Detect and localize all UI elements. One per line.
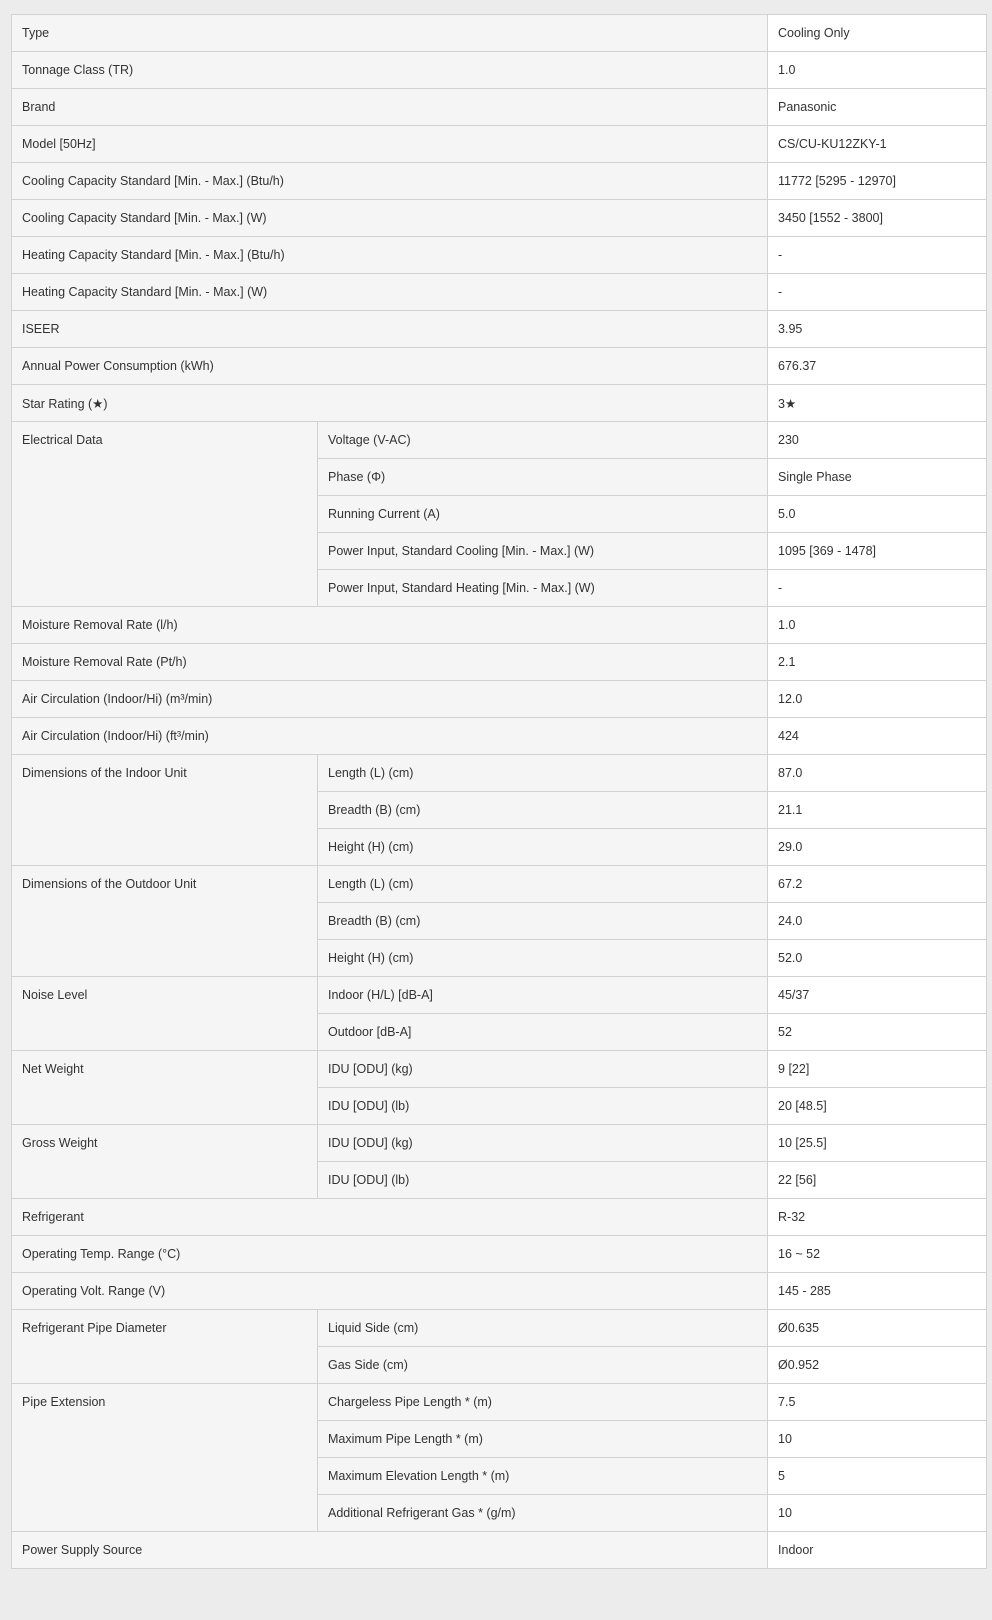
spec-sub-label: Gas Side (cm) xyxy=(318,1347,768,1384)
spec-value: 29.0 xyxy=(768,829,987,866)
spec-sub-label: Breadth (B) (cm) xyxy=(318,792,768,829)
spec-row xyxy=(12,607,987,644)
spec-row xyxy=(12,274,987,311)
spec-value: 45/37 xyxy=(768,977,987,1014)
spec-label: Air Circulation (Indoor/Hi) (m³/min) xyxy=(12,681,768,718)
spec-value: Indoor xyxy=(768,1532,987,1569)
spec-sub-label: Chargeless Pipe Length * (m) xyxy=(318,1384,768,1421)
spec-sub-label: Maximum Pipe Length * (m) xyxy=(318,1421,768,1458)
spec-label: Model [50Hz] xyxy=(12,126,768,163)
spec-label: Cooling Capacity Standard [Min. - Max.] (Btu/h) xyxy=(12,163,768,200)
spec-value: Cooling Only xyxy=(768,15,987,52)
spec-sub-label: Additional Refrigerant Gas * (g/m) xyxy=(318,1495,768,1532)
spec-value: 21.1 xyxy=(768,792,987,829)
spec-sub-label: Height (H) (cm) xyxy=(318,940,768,977)
spec-row xyxy=(12,644,987,681)
spec-group-label: Dimensions of the Outdoor Unit xyxy=(12,866,318,977)
spec-value: 16 ~ 52 xyxy=(768,1236,987,1273)
spec-value: 52 xyxy=(768,1014,987,1051)
spec-group-label: Electrical Data xyxy=(12,422,318,607)
spec-sub-label: Liquid Side (cm) xyxy=(318,1310,768,1347)
spec-value: 87.0 xyxy=(768,755,987,792)
spec-row xyxy=(12,89,987,126)
spec-value: 9 [22] xyxy=(768,1051,987,1088)
spec-value: 2.1 xyxy=(768,644,987,681)
spec-label: Operating Volt. Range (V) xyxy=(12,1273,768,1310)
spec-value: 1095 [369 - 1478] xyxy=(768,533,987,570)
spec-value: - xyxy=(768,274,987,311)
spec-sub-label: IDU [ODU] (kg) xyxy=(318,1125,768,1162)
spec-table-body xyxy=(12,15,987,1569)
spec-value: 11772 [5295 - 12970] xyxy=(768,163,987,200)
spec-sub-label: Power Input, Standard Cooling [Min. - Max.] (W) xyxy=(318,533,768,570)
spec-row xyxy=(12,348,987,385)
spec-row xyxy=(12,385,987,422)
spec-value: 3450 [1552 - 3800] xyxy=(768,200,987,237)
spec-label: Air Circulation (Indoor/Hi) (ft³/min) xyxy=(12,718,768,755)
spec-sub-label: Outdoor [dB-A] xyxy=(318,1014,768,1051)
spec-value: 67.2 xyxy=(768,866,987,903)
spec-sub-label: Height (H) (cm) xyxy=(318,829,768,866)
spec-value: 145 - 285 xyxy=(768,1273,987,1310)
spec-sub-label: Running Current (A) xyxy=(318,496,768,533)
spec-value: Ø0.635 xyxy=(768,1310,987,1347)
spec-row xyxy=(12,422,987,459)
spec-value: 3★ xyxy=(768,385,987,422)
spec-value: 10 xyxy=(768,1421,987,1458)
spec-sub-label: Power Input, Standard Heating [Min. - Max.] (W) xyxy=(318,570,768,607)
spec-row xyxy=(12,163,987,200)
spec-sub-label: Length (L) (cm) xyxy=(318,866,768,903)
spec-row xyxy=(12,1051,987,1088)
spec-sub-label: Length (L) (cm) xyxy=(318,755,768,792)
spec-row xyxy=(12,15,987,52)
spec-row xyxy=(12,1236,987,1273)
spec-row xyxy=(12,126,987,163)
spec-label: Cooling Capacity Standard [Min. - Max.] (W) xyxy=(12,200,768,237)
spec-row xyxy=(12,1273,987,1310)
spec-row xyxy=(12,311,987,348)
spec-sub-label: IDU [ODU] (kg) xyxy=(318,1051,768,1088)
spec-row xyxy=(12,866,987,903)
spec-value: 1.0 xyxy=(768,607,987,644)
spec-value: CS/CU-KU12ZKY-1 xyxy=(768,126,987,163)
spec-row xyxy=(12,1532,987,1569)
spec-label: Power Supply Source xyxy=(12,1532,768,1569)
spec-row xyxy=(12,681,987,718)
spec-value: - xyxy=(768,237,987,274)
spec-value: - xyxy=(768,570,987,607)
spec-label: ISEER xyxy=(12,311,768,348)
spec-value: 10 [25.5] xyxy=(768,1125,987,1162)
spec-sub-label: Maximum Elevation Length * (m) xyxy=(318,1458,768,1495)
spec-group-label: Noise Level xyxy=(12,977,318,1051)
spec-label: Refrigerant xyxy=(12,1199,768,1236)
spec-sub-label: Phase (Φ) xyxy=(318,459,768,496)
spec-label: Annual Power Consumption (kWh) xyxy=(12,348,768,385)
spec-value: 22 [56] xyxy=(768,1162,987,1199)
spec-value: 5 xyxy=(768,1458,987,1495)
spec-label: Heating Capacity Standard [Min. - Max.] (Btu/h) xyxy=(12,237,768,274)
spec-row xyxy=(12,1125,987,1162)
spec-label: Star Rating (★) xyxy=(12,385,768,422)
spec-label: Tonnage Class (TR) xyxy=(12,52,768,89)
spec-sub-label: Indoor (H/L) [dB-A] xyxy=(318,977,768,1014)
spec-row xyxy=(12,977,987,1014)
spec-row xyxy=(12,237,987,274)
spec-row xyxy=(12,1310,987,1347)
spec-value: Ø0.952 xyxy=(768,1347,987,1384)
spec-label: Brand xyxy=(12,89,768,126)
spec-row xyxy=(12,1199,987,1236)
spec-value: 10 xyxy=(768,1495,987,1532)
spec-row xyxy=(12,1384,987,1421)
spec-sub-label: Breadth (B) (cm) xyxy=(318,903,768,940)
spec-value: 20 [48.5] xyxy=(768,1088,987,1125)
spec-sub-label: Voltage (V-AC) xyxy=(318,422,768,459)
spec-value: 52.0 xyxy=(768,940,987,977)
spec-label: Operating Temp. Range (°C) xyxy=(12,1236,768,1273)
spec-sub-label: IDU [ODU] (lb) xyxy=(318,1162,768,1199)
spec-table xyxy=(11,14,987,1569)
spec-group-label: Net Weight xyxy=(12,1051,318,1125)
spec-value: 7.5 xyxy=(768,1384,987,1421)
spec-value: 230 xyxy=(768,422,987,459)
spec-value: Single Phase xyxy=(768,459,987,496)
spec-value: 3.95 xyxy=(768,311,987,348)
spec-value: Panasonic xyxy=(768,89,987,126)
spec-label: Heating Capacity Standard [Min. - Max.] (W) xyxy=(12,274,768,311)
spec-value: 12.0 xyxy=(768,681,987,718)
spec-value: 676.37 xyxy=(768,348,987,385)
spec-row xyxy=(12,718,987,755)
spec-label: Moisture Removal Rate (Pt/h) xyxy=(12,644,768,681)
spec-label: Moisture Removal Rate (l/h) xyxy=(12,607,768,644)
spec-value: 424 xyxy=(768,718,987,755)
spec-group-label: Pipe Extension xyxy=(12,1384,318,1532)
spec-group-label: Refrigerant Pipe Diameter xyxy=(12,1310,318,1384)
spec-row xyxy=(12,52,987,89)
spec-group-label: Dimensions of the Indoor Unit xyxy=(12,755,318,866)
spec-group-label: Gross Weight xyxy=(12,1125,318,1199)
spec-sub-label: IDU [ODU] (lb) xyxy=(318,1088,768,1125)
spec-row xyxy=(12,755,987,792)
spec-value: R-32 xyxy=(768,1199,987,1236)
spec-label: Type xyxy=(12,15,768,52)
spec-value: 5.0 xyxy=(768,496,987,533)
spec-value: 1.0 xyxy=(768,52,987,89)
spec-row xyxy=(12,200,987,237)
spec-value: 24.0 xyxy=(768,903,987,940)
